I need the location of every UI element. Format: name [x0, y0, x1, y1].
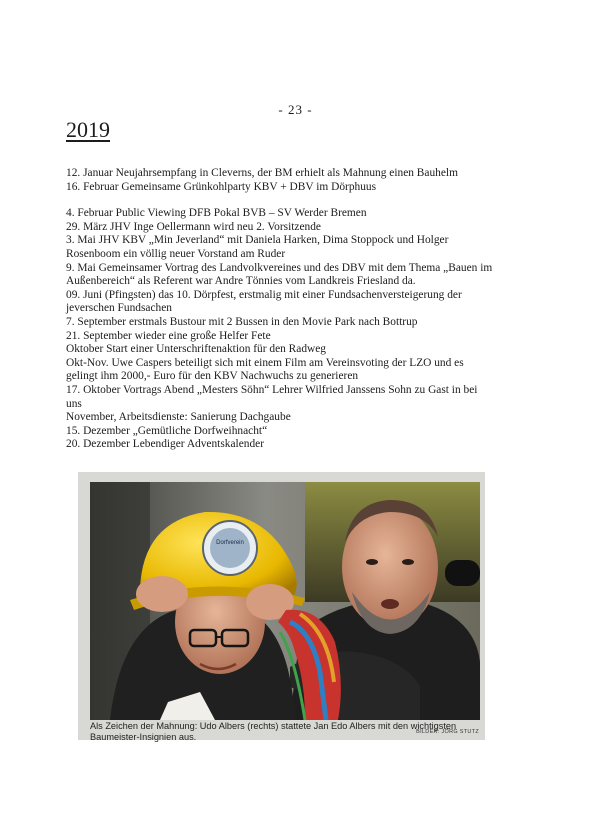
newspaper-clipping [78, 472, 485, 740]
spacer [66, 194, 522, 207]
chronicle-entry: uns [66, 397, 82, 410]
year-heading: 2019 [66, 117, 110, 142]
photo-illustration [90, 482, 480, 720]
page-number: - 23 - [278, 102, 313, 117]
chronicle-entry: Oktober Start einer Unterschriftenaktion für den Radweg [66, 343, 326, 356]
chronicle-entry: 15. Dezember „Gemütliche Dorfweihnacht“ [66, 424, 268, 437]
chronicle-entry: Außenbereich“ als Referent war Andre Tönnies vom Landkreis Friesland da. [66, 275, 416, 288]
chronicle-entry: 9. Mai Gemeinsamer Vortrag des Landvolkvereines und des DBV mit dem Thema „Bauen im [66, 261, 493, 274]
chronicle-entry: 12. Januar Neujahrsempfang in Cleverns, der BM erhielt als Mahnung einen Bauhelm [66, 167, 458, 179]
photo-credit: BILDER: JÖRG STUTZ [416, 729, 479, 735]
chronicle-entry: 21. September wieder eine große Helfer Fete [66, 329, 271, 342]
chronicle-entry: 29. März JHV Inge Oellermann wird neu 2. Vorsitzende [66, 220, 321, 233]
photo-caption: Als Zeichen der Mahnung: Udo Albers (rechts) stattete Jan Edo Albers mit den wichtigsten Baumeister-Insignien aus. [90, 721, 457, 742]
chronicle-entry: November, Arbeitsdienste: Sanierung Dachgaube [66, 411, 291, 424]
chronicle-entry: 09. Juni (Pfingsten) das 10. Dörpfest, erstmalig mit einer Fundsachenversteigerung der [66, 288, 462, 301]
chronicle-entry: 17. Oktober Vortrags Abend „Mesters Söhn“ Lehrer Wilfried Janssens Sohn zu Gast in bei [66, 383, 478, 396]
chronicle-entry: Okt-Nov. Uwe Caspers beteiligt sich mit einem Film am Vereinsvoting der LZO und es [66, 356, 464, 369]
helmet-sticker-text: Dorfverein [216, 540, 244, 546]
press-photo [90, 482, 480, 720]
chronicle-entry: jeverschen Fundsachen [66, 302, 172, 315]
chronicle-list [66, 167, 522, 452]
chronicle-entry: 4. Februar Public Viewing DFB Pokal BVB – SV Werder Bremen [66, 207, 367, 220]
chronicle-entry: 7. September erstmals Bustour mit 2 Bussen in den Movie Park nach Bottrup [66, 315, 418, 328]
chronicle-entry: 16. Februar Gemeinsame Grünkohlparty KBV + DBV im Dörphuus [66, 180, 377, 193]
chronicle-entry: 20. Dezember Lebendiger Adventskalender [66, 438, 264, 451]
chronicle-entry: Rosenboom ein völlig neuer Vorstand am Ruder [66, 247, 286, 260]
chronicle-entry: 3. Mai JHV KBV „Min Jeverland“ mit Daniela Harken, Dima Stoppock und Holger [66, 234, 449, 247]
chronicle-entry: gelingt ihm 2000,- Euro für den KBV Nachwuchs zu generieren [66, 370, 359, 383]
